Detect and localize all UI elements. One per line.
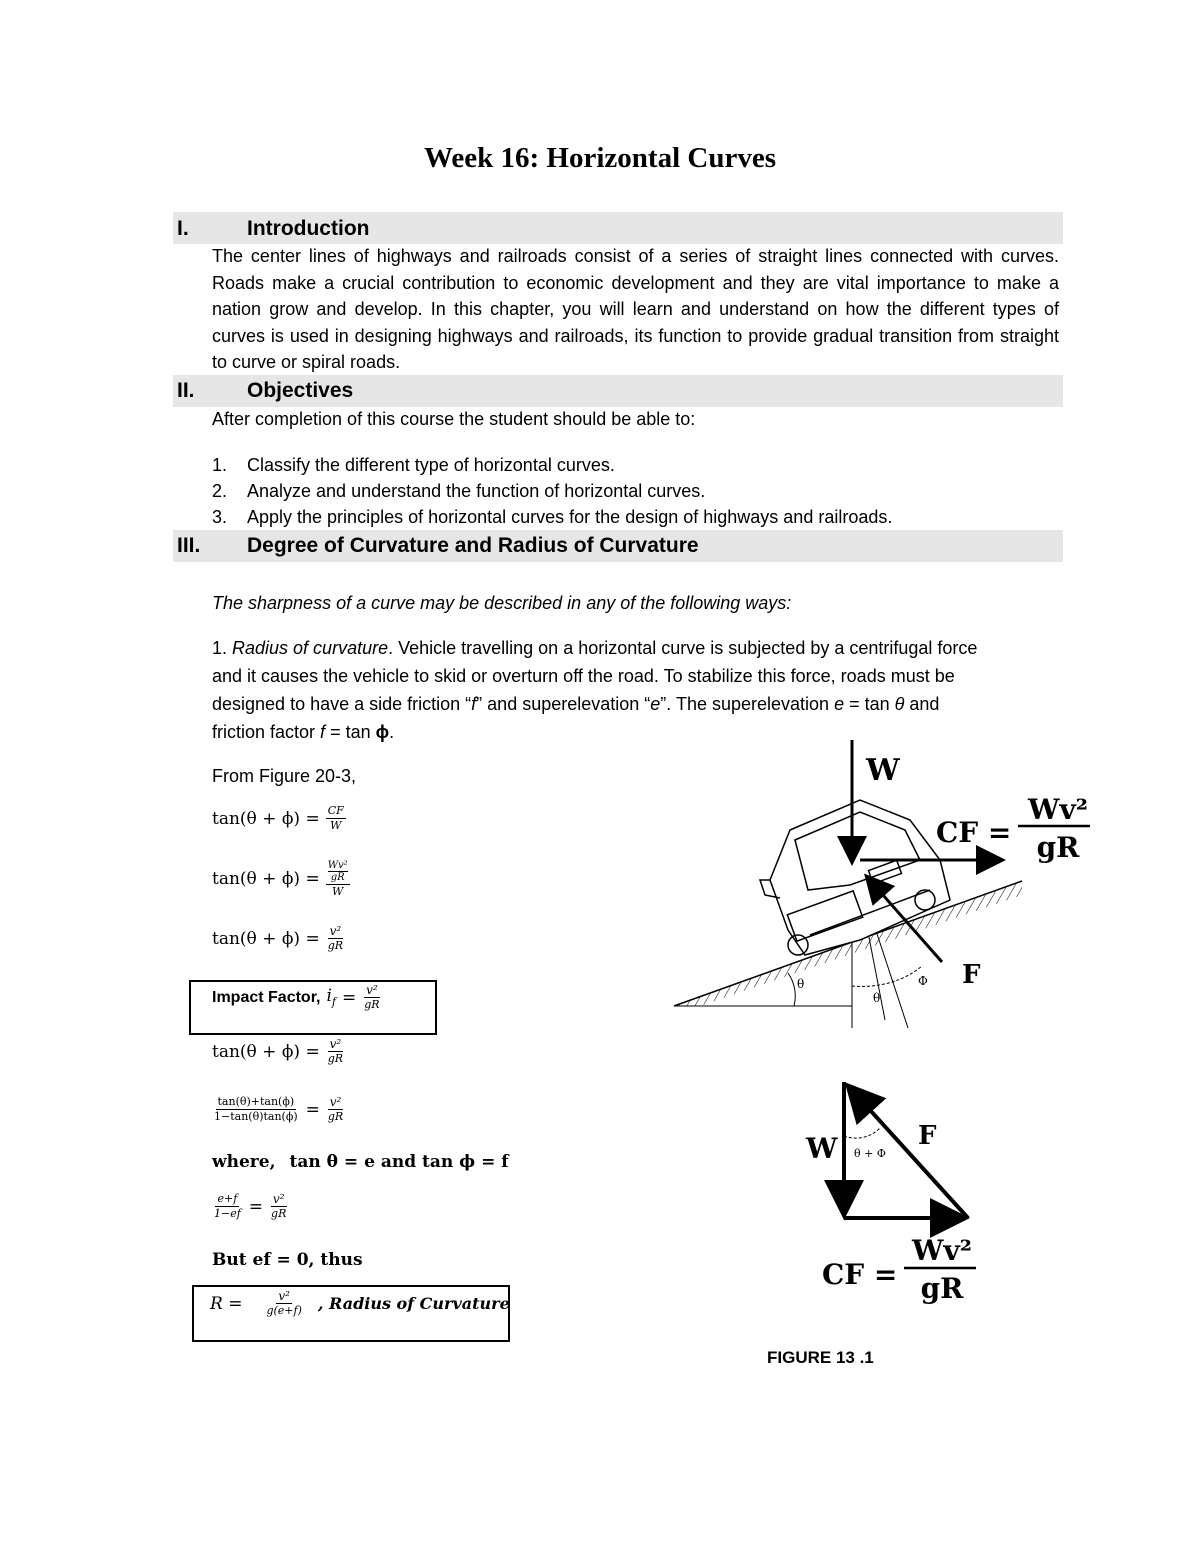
- eq-lhs: R =: [210, 1293, 243, 1314]
- eq-lhs: tan(θ + ϕ) =: [212, 928, 320, 949]
- theta-label: θ: [873, 991, 881, 1005]
- objective-item: Analyze and understand the function of horizontal curves.: [247, 481, 706, 501]
- fraction: [269, 1193, 288, 1220]
- section-title-objectives: Objectives: [247, 379, 354, 402]
- objective-number: 3.: [212, 507, 228, 527]
- equation-7: [212, 1193, 288, 1220]
- numerator: tan(θ)+tan(ϕ): [217, 1095, 295, 1108]
- denominator: 1−ef: [214, 1207, 241, 1220]
- equation-but: [212, 1250, 363, 1270]
- var-i: i: [326, 986, 332, 1007]
- equation-3: [212, 925, 345, 952]
- from-figure-text: From Figure 20-3,: [212, 766, 357, 786]
- denominator: g(e+f): [266, 1304, 302, 1317]
- denominator: 1−tan(θ)tan(ϕ): [214, 1110, 298, 1123]
- section-number: III.: [177, 534, 201, 557]
- text: . Vehicle travelling on a horizontal curve is subjected by a centrifugal force: [388, 638, 978, 658]
- denominator: W: [330, 819, 342, 832]
- text: = tan: [325, 722, 376, 742]
- force-triangle-diagram: [790, 1070, 1020, 1310]
- fraction: [326, 860, 350, 898]
- numerator: v²: [272, 1192, 285, 1206]
- but-text: But ef = 0, thus: [212, 1250, 363, 1270]
- denominator: W: [332, 885, 344, 898]
- var-e: e: [650, 694, 661, 714]
- text: .: [389, 722, 395, 742]
- sharpness-lead: The sharpness of a curve may be described in any of the following ways:: [212, 593, 792, 613]
- var-f: f: [471, 694, 477, 714]
- equation-1: [212, 805, 346, 832]
- text: ” and superelevation “: [476, 694, 651, 714]
- fraction: [326, 805, 346, 832]
- text: and it causes the vehicle to skid or overturn off the road. To stabilize this force, roads must be: [212, 666, 955, 686]
- triangle-cf-label: CF =: [822, 1258, 898, 1291]
- numerator: v²: [366, 983, 378, 997]
- section-number: II.: [177, 379, 195, 402]
- fraction: [212, 1193, 243, 1220]
- theta-label: θ: [797, 977, 805, 991]
- where-equation: tan θ = e and tan ϕ = f: [289, 1152, 509, 1172]
- triangle-cf-numerator: Wv²: [912, 1234, 972, 1267]
- impact-var: [326, 986, 336, 1008]
- denominator: gR: [364, 998, 380, 1011]
- fraction: [326, 925, 345, 952]
- text: ”. The superelevation: [660, 694, 835, 714]
- numerator: CF: [327, 804, 344, 817]
- text: friction factor: [212, 722, 321, 742]
- objective-number: 1.: [212, 455, 228, 475]
- triangle-w-label: W: [806, 1132, 838, 1165]
- equation-5: [212, 1038, 345, 1065]
- eq-lhs: tan(θ + ϕ) =: [212, 808, 320, 829]
- var-phi: ϕ: [375, 722, 390, 742]
- cf-numerator: Wv²: [1028, 793, 1088, 826]
- equation-impact-factor: [212, 984, 382, 1011]
- numerator: v²: [278, 1289, 290, 1303]
- figure-caption: FIGURE 13 .1: [767, 1348, 874, 1367]
- denominator: gR: [271, 1207, 287, 1220]
- equation-radius: [210, 1290, 510, 1317]
- inner-numerator: Wv²: [327, 860, 348, 871]
- section-number: I.: [177, 217, 189, 240]
- text: and: [904, 694, 940, 714]
- eq-lhs: tan(θ + ϕ) =: [212, 869, 320, 889]
- denominator: gR: [327, 1052, 344, 1065]
- item-number: 1.: [212, 638, 233, 658]
- eq-lhs: tan(θ + ϕ) =: [212, 1041, 320, 1062]
- fraction: [212, 1096, 300, 1123]
- denominator: gR: [327, 1110, 344, 1123]
- fraction: [264, 1290, 303, 1317]
- numerator: v²: [329, 1095, 342, 1109]
- car-icon: [760, 800, 950, 955]
- numerator: e+f: [217, 1192, 238, 1205]
- numerator: v²: [329, 1037, 342, 1051]
- equation-where: [212, 1152, 509, 1172]
- objective-number: 2.: [212, 481, 228, 501]
- intro-paragraph: The center lines of highways and railroads consist of a series of straight lines connected with curves. Roads make a crucial contribution to economic development and they are vital importance to make a nation grow and develop. In this chapter, you will learn and understand on how the different types of curves is used in designing highways and railroads, its function to provide gradual transition from straight to curve or spiral roads.: [212, 246, 1059, 372]
- text: = tan: [844, 694, 895, 714]
- text: designed to have a side friction “: [212, 694, 472, 714]
- fraction: [326, 1038, 345, 1065]
- cf-label: CF =: [936, 816, 1012, 849]
- inner-denominator: gR: [330, 872, 345, 883]
- fraction: [326, 1096, 345, 1123]
- equation-6: [212, 1096, 345, 1123]
- w-label: W: [866, 753, 900, 788]
- section-title-curvature: Degree of Curvature and Radius of Curvature: [247, 534, 699, 557]
- term-radius: Radius of curvature: [232, 638, 389, 658]
- objective-item: Apply the principles of horizontal curves for the design of highways and railroads.: [247, 507, 893, 527]
- objectives-lead: After completion of this course the student should be able to:: [212, 409, 696, 429]
- radius-label: , Radius of Curvature: [317, 1294, 510, 1313]
- triangle-cf-denominator: gR: [920, 1272, 964, 1305]
- equals: =: [342, 987, 357, 1008]
- objective-item: Classify the different type of horizontal curves.: [247, 455, 615, 475]
- where-text: where,: [212, 1152, 276, 1172]
- phi-label: Φ: [918, 974, 928, 988]
- impact-label: Impact Factor,: [212, 988, 321, 1006]
- equals: =: [248, 1196, 264, 1217]
- cf-denominator: gR: [1036, 831, 1080, 864]
- car-force-diagram: [660, 730, 1100, 1040]
- denominator: gR: [327, 939, 344, 952]
- equals: =: [305, 1099, 320, 1120]
- page-title: Week 16: Horizontal Curves: [424, 142, 776, 174]
- f-label: F: [962, 960, 981, 990]
- subscript-f: f: [331, 995, 336, 1009]
- numerator: v²: [329, 924, 342, 938]
- fraction: [362, 984, 381, 1011]
- numerator: [326, 860, 350, 885]
- equation-2: [212, 860, 350, 898]
- section-title-introduction: Introduction: [247, 217, 370, 240]
- triangle-f-label: F: [918, 1121, 937, 1151]
- var-theta: θ: [894, 694, 905, 714]
- triangle-angle-label: θ + Φ: [854, 1147, 886, 1160]
- theta-arc: [788, 973, 795, 1006]
- phi-arc: [852, 966, 922, 986]
- var-e: e: [834, 694, 845, 714]
- var-f: f: [320, 722, 326, 742]
- angle-arc: [844, 1128, 880, 1138]
